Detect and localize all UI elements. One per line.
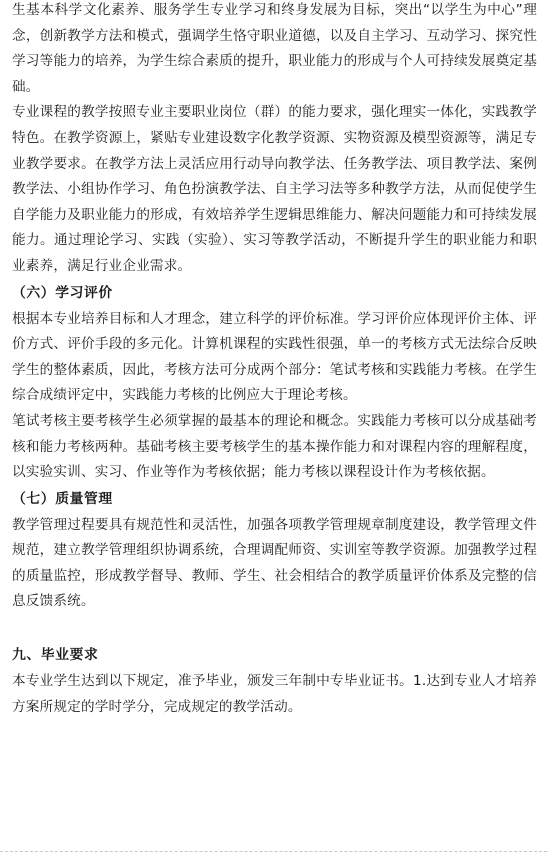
paragraph-quality-management: 教学管理过程要具有规范性和灵活性，加强各项教学管理规章制度建设，教学管理文件规范，建立教学管理组织协调系统，合理调配师资、实训室等教学资源。加强教学过程的质量监控，形成教学督导、教师、学生、社会相结合的教学质量评价体系及完整的信息反馈系统。 [12,516,537,610]
section-heading-graduation-requirements: 九、毕业要求 [12,647,99,664]
paragraph-graduation-requirements: 本专业学生达到以下规定，准予毕业，颁发三年制中专毕业证书。1.达到专业人才培养方案所规定的学时学分，完成规定的教学活动。 [12,673,537,715]
paragraph-teaching-methods: 专业课程的教学按照专业主要职业岗位（群）的能力要求，强化理实一体化，实践教学特色。在教学资源上，紧贴专业建设数字化教学资源、实物资源及模型资源等，满足专业教学要求。在教学方法上灵活应用行动导向教学法、任务教学法、项目教学法、案例教学法、小组协作学习、角色扮演教学法、自主学习法等多种教学方法，从而促使学生自学能力及职业能力的形成，有效培养学生逻辑思维能力、解决问题能力和可持续发展能力。通过理论学习、实践（实验）、实习等教学活动，不断提升学生的职业能力和职业素养，满足行业企业需求。 [12,104,537,274]
paragraph-exam-types: 笔试考核主要考核学生必须掌握的最基本的理论和概念。实践能力考核可以分成基础考核和能力考核两种。基础考核主要考核学生的基本操作能力和对课程内容的理解程度，以实验实训、实习、作业等作为考核依据；能力考核以课程设计作为考核依据。 [12,412,537,481]
paragraph-training-goal: 生基本科学文化素养、服务学生专业学习和终身发展为目标，突出“以学生为中心”理念，创新教学方法和模式，强调学生恪守职业道德，以及自主学习、互动学习、探究性学习等能力的培养，为学生综合素质的提升，职业能力的形成与个人可持续发展奠定基础。 [12,2,537,95]
blank-line [12,615,537,642]
page-bottom-divider [0,851,547,854]
paragraph-evaluation-standard: 根据本专业培养目标和人才理念，建立科学的评价标准。学习评价应体现评价主体、评价方式、评价手段的多元化。计算机课程的实践性很强，单一的考核方式无法综合反映学生的整体素质，因此，考核方法可分成两个部分：笔试考核和实践能力考核。在学生综合成绩评定中，实践能力考核的比例应大于理论考核。 [12,310,537,404]
section-heading-quality-management: （七）质量管理 [12,490,113,507]
section-heading-learning-evaluation: （六）学习评价 [12,284,113,301]
